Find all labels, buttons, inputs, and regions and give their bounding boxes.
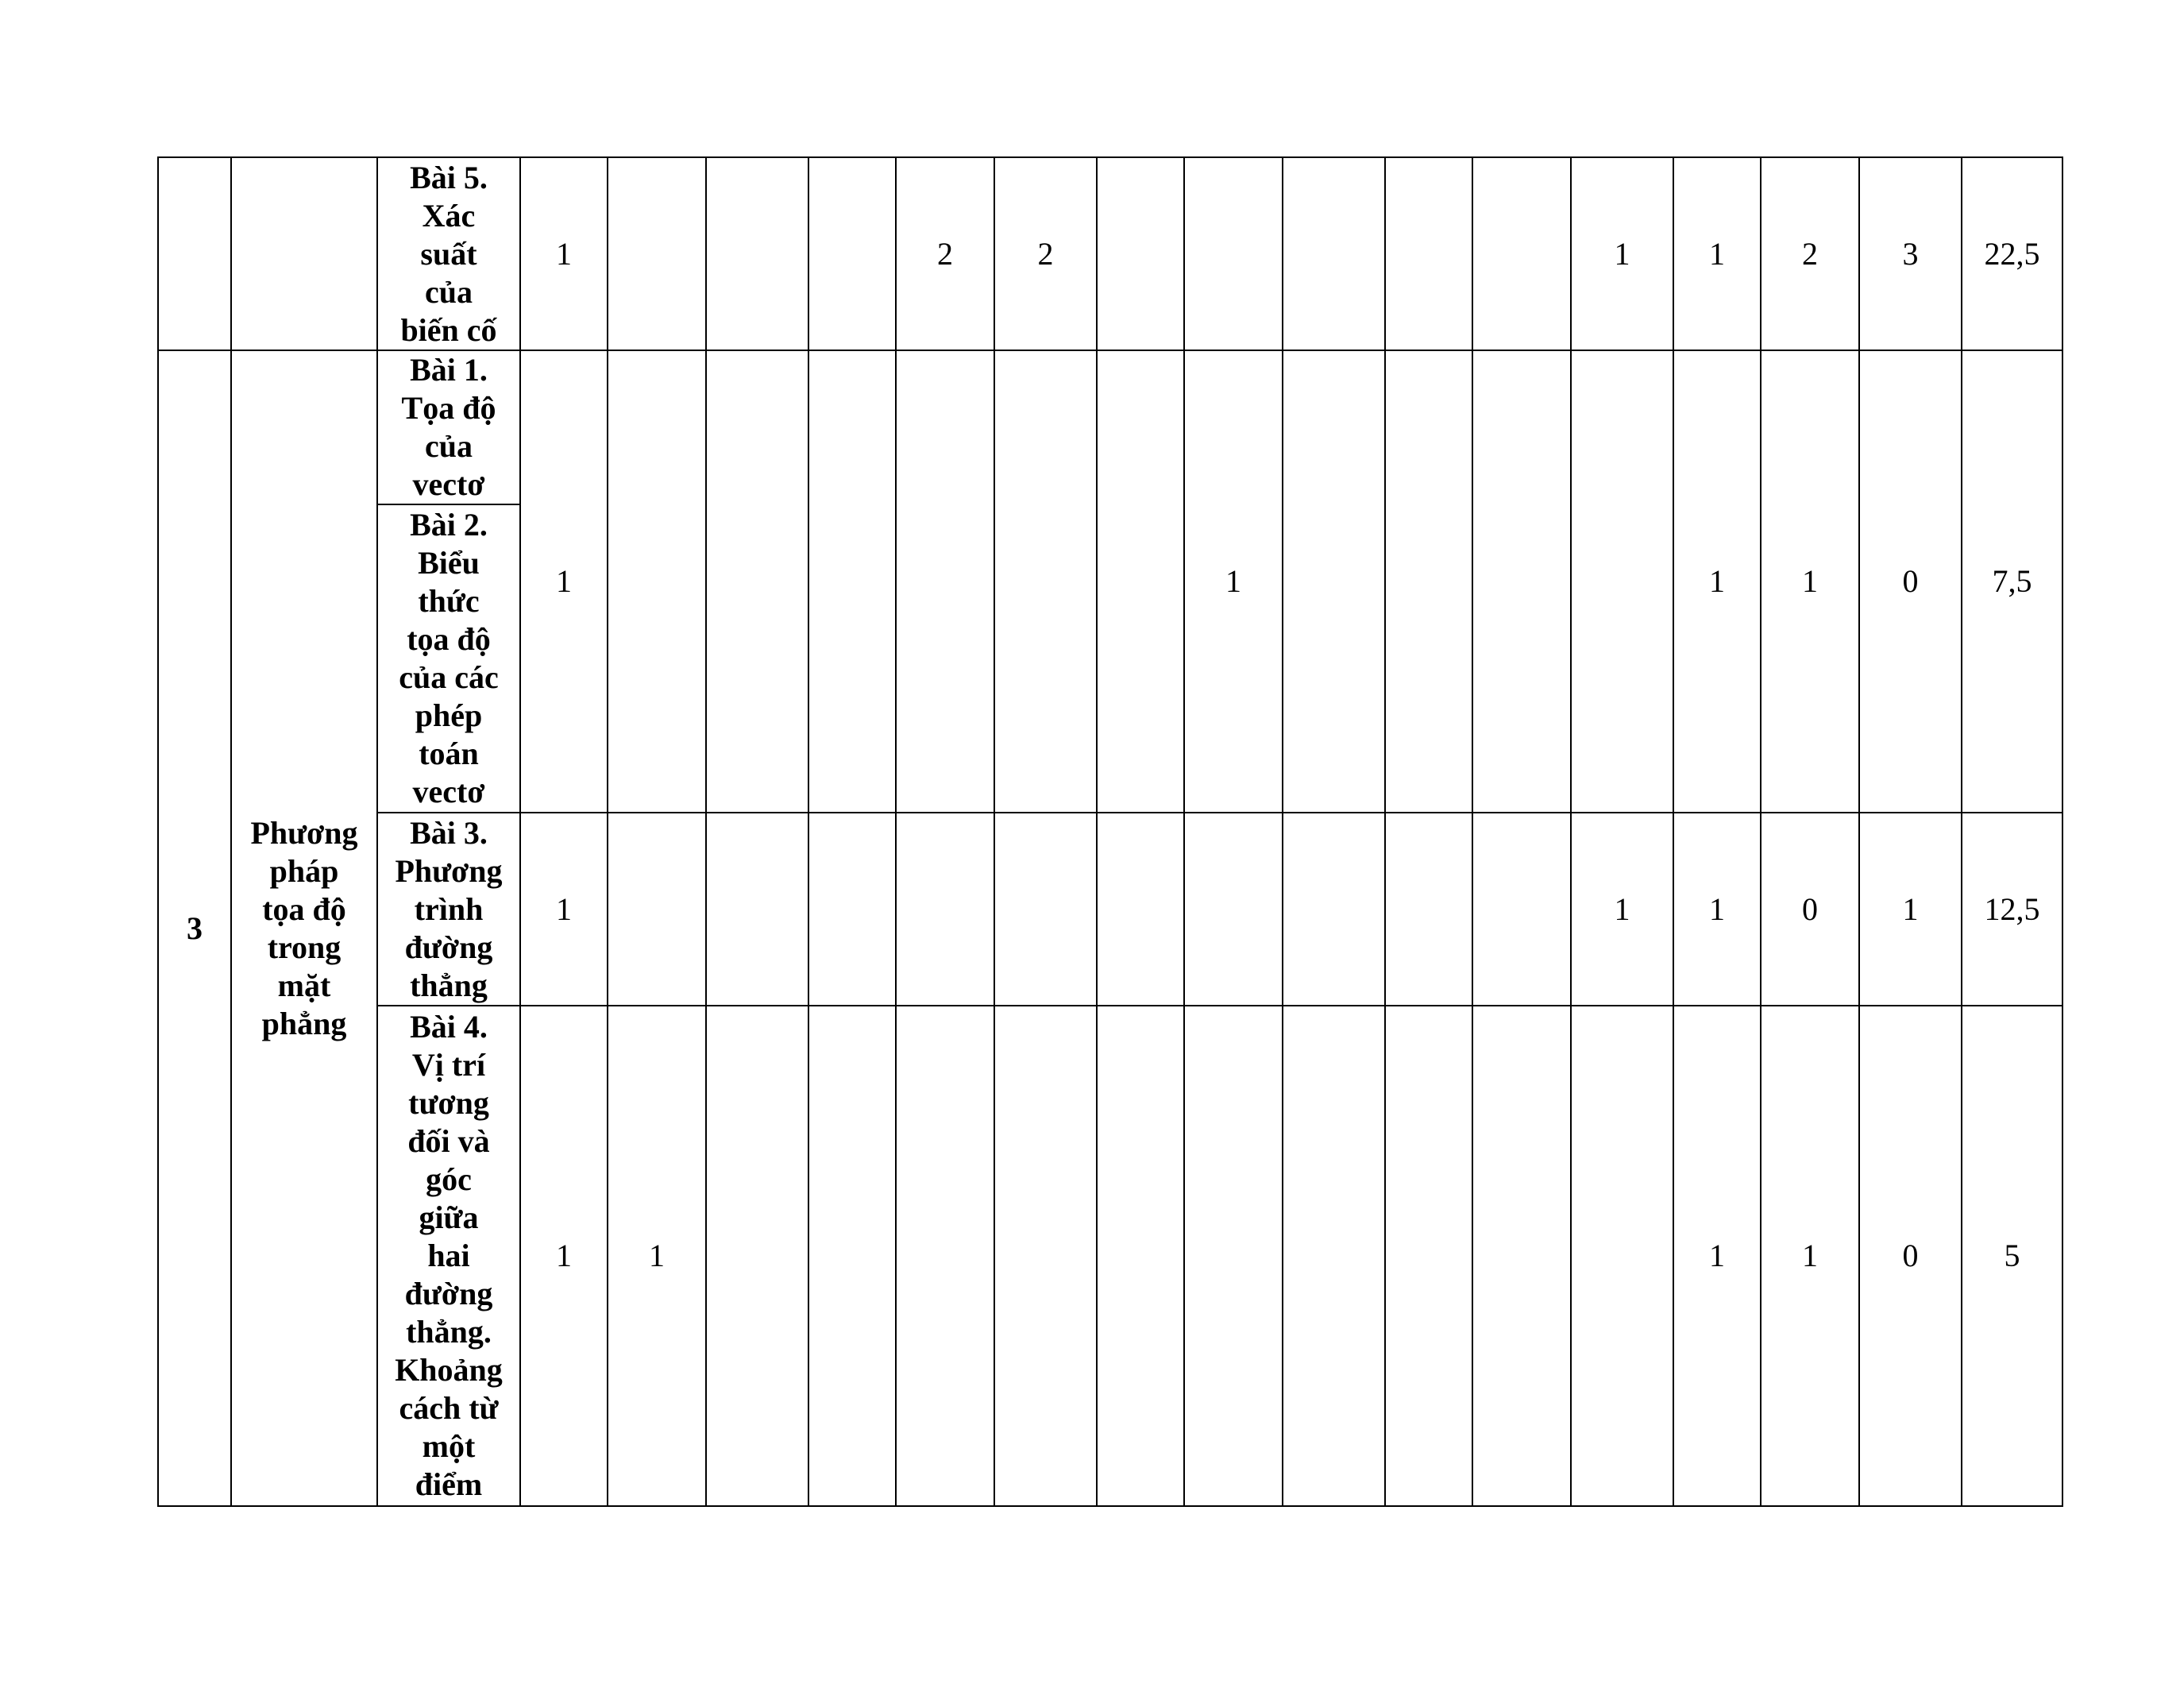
table-row — [158, 813, 2062, 1006]
value-cell: 12,5 — [1962, 813, 2062, 1006]
value-cell — [1385, 813, 1472, 1006]
lesson-cell-line: Biểu — [418, 545, 480, 581]
value-cell — [1097, 1006, 1184, 1506]
value-cell: 1 — [520, 1006, 608, 1506]
value-cell: 2 — [1761, 157, 1859, 350]
lesson-cell-line: Bài 4. — [410, 1009, 488, 1045]
value-cell — [706, 157, 808, 350]
value-cell — [706, 813, 808, 1006]
value-cell — [706, 1006, 808, 1506]
chapter-cell — [231, 157, 377, 350]
lesson-cell-line: thẳng. — [406, 1314, 492, 1350]
value-cell — [808, 157, 896, 350]
lesson-cell — [377, 1006, 520, 1506]
lesson-cell-line: cách từ — [399, 1390, 499, 1426]
lesson-cell-line: vectơ — [412, 774, 485, 809]
value-cell: 1 — [1761, 350, 1859, 813]
lesson-cell-line: toán — [419, 736, 479, 771]
value-cell: 1 — [520, 813, 608, 1006]
matrix-body — [158, 157, 2062, 1506]
lesson-cell-line: một — [422, 1428, 476, 1464]
value-cell — [1283, 1006, 1385, 1506]
value-cell — [1097, 157, 1184, 350]
stt-cell: 3 — [158, 350, 231, 1506]
value-cell: 1 — [1673, 350, 1761, 813]
lesson-cell — [377, 813, 520, 1006]
value-cell: 1 — [1571, 157, 1673, 350]
lesson-cell-line: tương — [408, 1085, 489, 1121]
lesson-cell-line: góc — [426, 1161, 472, 1197]
lesson-cell-line: hai — [427, 1238, 470, 1273]
lesson-cell-line: thẳng — [410, 967, 488, 1003]
value-cell — [808, 813, 896, 1006]
value-cell — [896, 1006, 994, 1506]
value-cell — [1097, 350, 1184, 813]
value-cell — [1283, 813, 1385, 1006]
chapter-cell-line: Phương — [250, 814, 358, 851]
value-cell — [608, 157, 706, 350]
lesson-cell-line: thức — [418, 583, 480, 619]
value-cell: 0 — [1761, 813, 1859, 1006]
value-cell — [1385, 350, 1472, 813]
lesson-cell-line: trình — [414, 890, 484, 927]
value-cell — [1385, 157, 1472, 350]
lesson-cell-line: Bài 2. — [410, 507, 488, 543]
value-cell — [1571, 1006, 1673, 1506]
table-row — [158, 157, 2062, 350]
value-cell: 1 — [1673, 157, 1761, 350]
value-cell — [1385, 1006, 1472, 1506]
lesson-cell-line: đối và — [407, 1123, 490, 1159]
value-cell: 0 — [1859, 350, 1962, 813]
value-cell — [808, 1006, 896, 1506]
value-cell — [1184, 157, 1283, 350]
value-cell — [1472, 350, 1571, 813]
value-cell — [994, 1006, 1097, 1506]
value-cell — [1472, 813, 1571, 1006]
value-cell: 3 — [1859, 157, 1962, 350]
value-cell — [994, 813, 1097, 1006]
lesson-cell — [377, 350, 520, 504]
value-cell: 1 — [520, 157, 608, 350]
value-cell — [608, 813, 706, 1006]
lesson-cell-line: Khoảng — [395, 1352, 503, 1388]
value-cell — [706, 350, 808, 813]
value-cell: 1 — [608, 1006, 706, 1506]
value-cell — [1472, 157, 1571, 350]
value-cell: 22,5 — [1962, 157, 2062, 350]
value-cell: 2 — [994, 157, 1097, 350]
value-cell — [608, 350, 706, 813]
table-row — [158, 350, 2062, 504]
value-cell: 1 — [1761, 1006, 1859, 1506]
lesson-cell-line: phép — [415, 697, 483, 733]
value-cell — [1097, 813, 1184, 1006]
lesson-cell — [377, 504, 520, 813]
lesson-cell-line: của — [425, 428, 473, 464]
lesson-cell-line: vectơ — [412, 466, 485, 502]
value-cell: 0 — [1859, 1006, 1962, 1506]
lesson-cell-line: Xác — [422, 197, 476, 234]
chapter-cell — [231, 350, 377, 1506]
stt-cell — [158, 157, 231, 350]
value-cell: 1 — [1859, 813, 1962, 1006]
value-cell: 5 — [1962, 1006, 2062, 1506]
value-cell — [1283, 157, 1385, 350]
lesson-cell-line: của các — [399, 659, 499, 695]
value-cell — [1283, 350, 1385, 813]
value-cell: 2 — [896, 157, 994, 350]
value-cell — [896, 350, 994, 813]
lesson-cell-line: của — [425, 273, 473, 310]
lesson-cell-line: biến cố — [400, 311, 497, 348]
value-cell: 1 — [1673, 813, 1761, 1006]
chapter-cell-line: phẳng — [261, 1005, 347, 1041]
lesson-cell-line: suất — [420, 235, 477, 272]
lesson-cell-line: giữa — [419, 1199, 479, 1235]
value-cell: 1 — [1571, 813, 1673, 1006]
value-cell — [994, 350, 1097, 813]
value-cell — [1184, 813, 1283, 1006]
chapter-cell-line: trong — [267, 929, 341, 965]
lesson-cell-line: điểm — [415, 1466, 483, 1502]
assessment-matrix-table — [157, 156, 2063, 1507]
lesson-cell — [377, 157, 520, 350]
lesson-cell-line: Vị trí — [411, 1047, 486, 1083]
lesson-cell-line: Bài 3. — [410, 814, 488, 851]
value-cell — [808, 350, 896, 813]
lesson-cell-line: đường — [404, 929, 493, 965]
lesson-cell-line: Bài 1. — [410, 352, 488, 388]
lesson-cell-line: tọa độ — [407, 621, 491, 657]
value-cell — [1184, 1006, 1283, 1506]
chapter-cell-line: pháp — [269, 852, 339, 889]
table-row — [158, 1006, 2062, 1506]
value-cell: 7,5 — [1962, 350, 2062, 813]
value-cell — [1571, 350, 1673, 813]
lesson-cell-line: Phương — [395, 852, 503, 889]
lesson-cell-line: Tọa độ — [401, 390, 496, 426]
value-cell: 1 — [520, 350, 608, 813]
value-cell: 1 — [1184, 350, 1283, 813]
lesson-cell-line: đường — [404, 1276, 493, 1311]
chapter-cell-line: mặt — [277, 967, 331, 1003]
value-cell — [1472, 1006, 1571, 1506]
lesson-cell-line: Bài 5. — [410, 159, 488, 195]
chapter-cell-line: tọa độ — [262, 890, 346, 927]
value-cell: 1 — [1673, 1006, 1761, 1506]
value-cell — [896, 813, 994, 1006]
